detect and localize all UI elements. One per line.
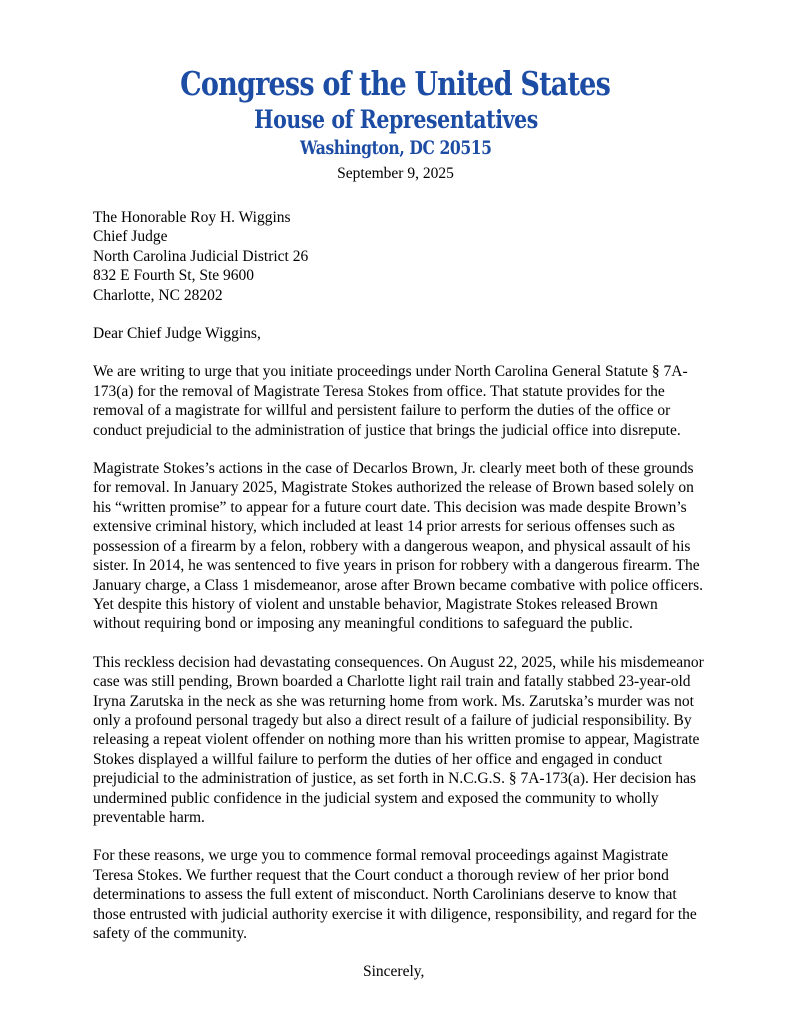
recipient-city: Charlotte, NC 28202	[93, 286, 223, 304]
paragraph-4: For these reasons, we urge you to commence formal removal proceedings against Magistrate Teresa Stokes. We further request that the Court conduct a thorough review of her prior bond determinations to assess the full extent of misconduct. North Carolinians deserve to know that those entrusted with judicial authority exercise it with diligence, responsibility, and regard for the safety of the community.	[93, 847, 697, 942]
paragraph-3: This reckless decision had devastating consequences. On August 22, 2025, while his misdemeanor case was still pending, Brown boarded a Charlotte light rail train and fatally stabbed 23-year-old Iryna Zarutska in the neck as she was returning home from work. Ms. Zarutska’s murder was not only a profound personal tragedy but also a direct result of a failure of judicial responsibility. By releasing a repeat violent offender on nothing more than his written promise to appear, Magistrate Stokes displayed a willful failure to perform the duties of her office and engaged in conduct prejudicial to the administration of justice, as set forth in N.C.G.S. § 7A-173(a). Her decision has undermined public confidence in the judicial system and exposed the community to wholly preventable harm.	[93, 653, 704, 826]
letter-body	[0, 208, 791, 982]
letterhead-congress-line	[0, 64, 791, 104]
recipient-street: 832 E Fourth St, Ste 9600	[93, 267, 255, 285]
letterhead-house-line	[0, 104, 791, 135]
recipient-name: The Honorable Roy H. Wiggins	[93, 209, 291, 226]
closing: Sincerely,	[363, 963, 425, 981]
recipient-title: Chief Judge	[93, 228, 168, 246]
salutation: Dear Chief Judge Wiggins,	[93, 325, 261, 343]
letterhead-city-line	[0, 135, 791, 161]
letterhead-house-text: House of Representatives	[253, 105, 538, 134]
recipient-address	[93, 208, 705, 305]
letter-date: September 9, 2025	[337, 165, 454, 182]
letterhead-city-text: Washington, DC 20515	[299, 137, 492, 159]
paragraph-1: We are writing to urge that you initiate proceedings under North Carolina General Statute § 7A-173(a) for the removal of Magistrate Teresa Stokes from office. That statute provides for the removal of a magistrate for willful and persistent failure to perform the duties of the office or conduct prejudicial to the administration of justice that brings the judicial office into disrepute.	[93, 363, 688, 439]
letterhead	[0, 0, 791, 184]
letterhead-congress-text: Congress of the United States	[180, 64, 611, 103]
recipient-org: North Carolina Judicial District 26	[93, 247, 309, 265]
paragraph-2: Magistrate Stokes’s actions in the case of Decarlos Brown, Jr. clearly meet both of these grounds for removal. In January 2025, Magistrate Stokes authorized the release of Brown based solely on his “written promise” to appear for a future court date. This decision was made despite Brown’s extensive criminal history, which included at least 14 prior arrests for serious offenses such as possession of a firearm by a felon, robbery with a dangerous weapon, and physical assault of his sister. In 2014, he was sentenced to five years in prison for robbery with a dangerous firearm. The January charge, a Class 1 misdemeanor, arose after Brown became combative with police officers. Yet despite this history of violent and unstable behavior, Magistrate Stokes released Brown without requiring bond or imposing any meaningful conditions to safeguard the public.	[93, 460, 703, 633]
